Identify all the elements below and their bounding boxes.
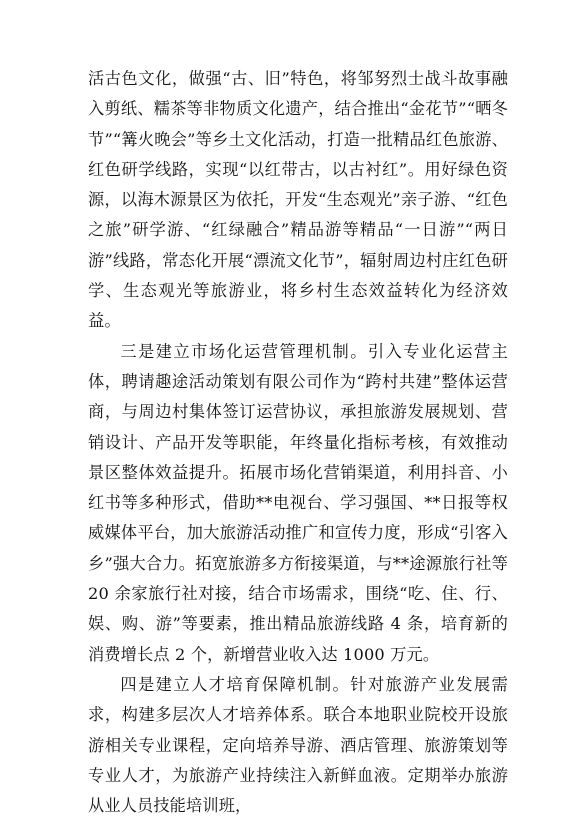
paragraph-market-operation-mechanism: 三是建立市场化运营管理机制。引入专业化运营主体，聘请趣途活动策划有限公司作为“跨村共建”整体运营商，与周边村集体签订运营协议，承担旅游发展规划、营销设计、产品开发等职能，年终量化指标考核，有效推动景区整体效益提升。拓展市场化营销渠道，利用抖音、小红书等多种形式，借助**电视台、学习强国、**日报等权威媒体平台，加大旅游活动推广和宣传力度，形成“引客入乡”强大合力。拓宽旅游多方衔接渠道，与**途源旅行社等 20 余家旅行社对接，结合市场需求，围绕“吃、住、行、娱、购、游”等要素，推出精品旅游线路 4 条，培育新的消费增长点 2 个，新增营业收入达 1000 万元。 [88, 341, 508, 664]
paragraph-culture-tourism: 活古色文化，做强“古、旧”特色，将邹努烈士战斗故事融入剪纸、糯茶等非物质文化遗产，结合推出“金花节”“晒冬节”“篝火晚会”等乡土文化活动，打造一批精品红色旅游、红色研学线路，实现“以红带古，以古衬红”。用好绿色资源，以海木源景区为依托，开发“生态观光”亲子游、“红色之旅”研学游、“红绿融合”精品游等精品“一日游”“两日游”线路，常态化开展“漂流文化节”，辐射周边村庄红色研学、生态观光等旅游业，将乡村生态效益转化为经济效益。 [88, 69, 508, 331]
paragraph-talent-cultivation-mechanism: 四是建立人才培育保障机制。针对旅游产业发展需求，构建多层次人才培养体系。联合本地职业院校开设旅游相关专业课程，定向培养导游、酒店管理、旅游策划等专业人才，为旅游产业持续注入新鲜血液。定期举办旅游从业人员技能培训班， [88, 674, 508, 816]
document-body [88, 64, 508, 821]
